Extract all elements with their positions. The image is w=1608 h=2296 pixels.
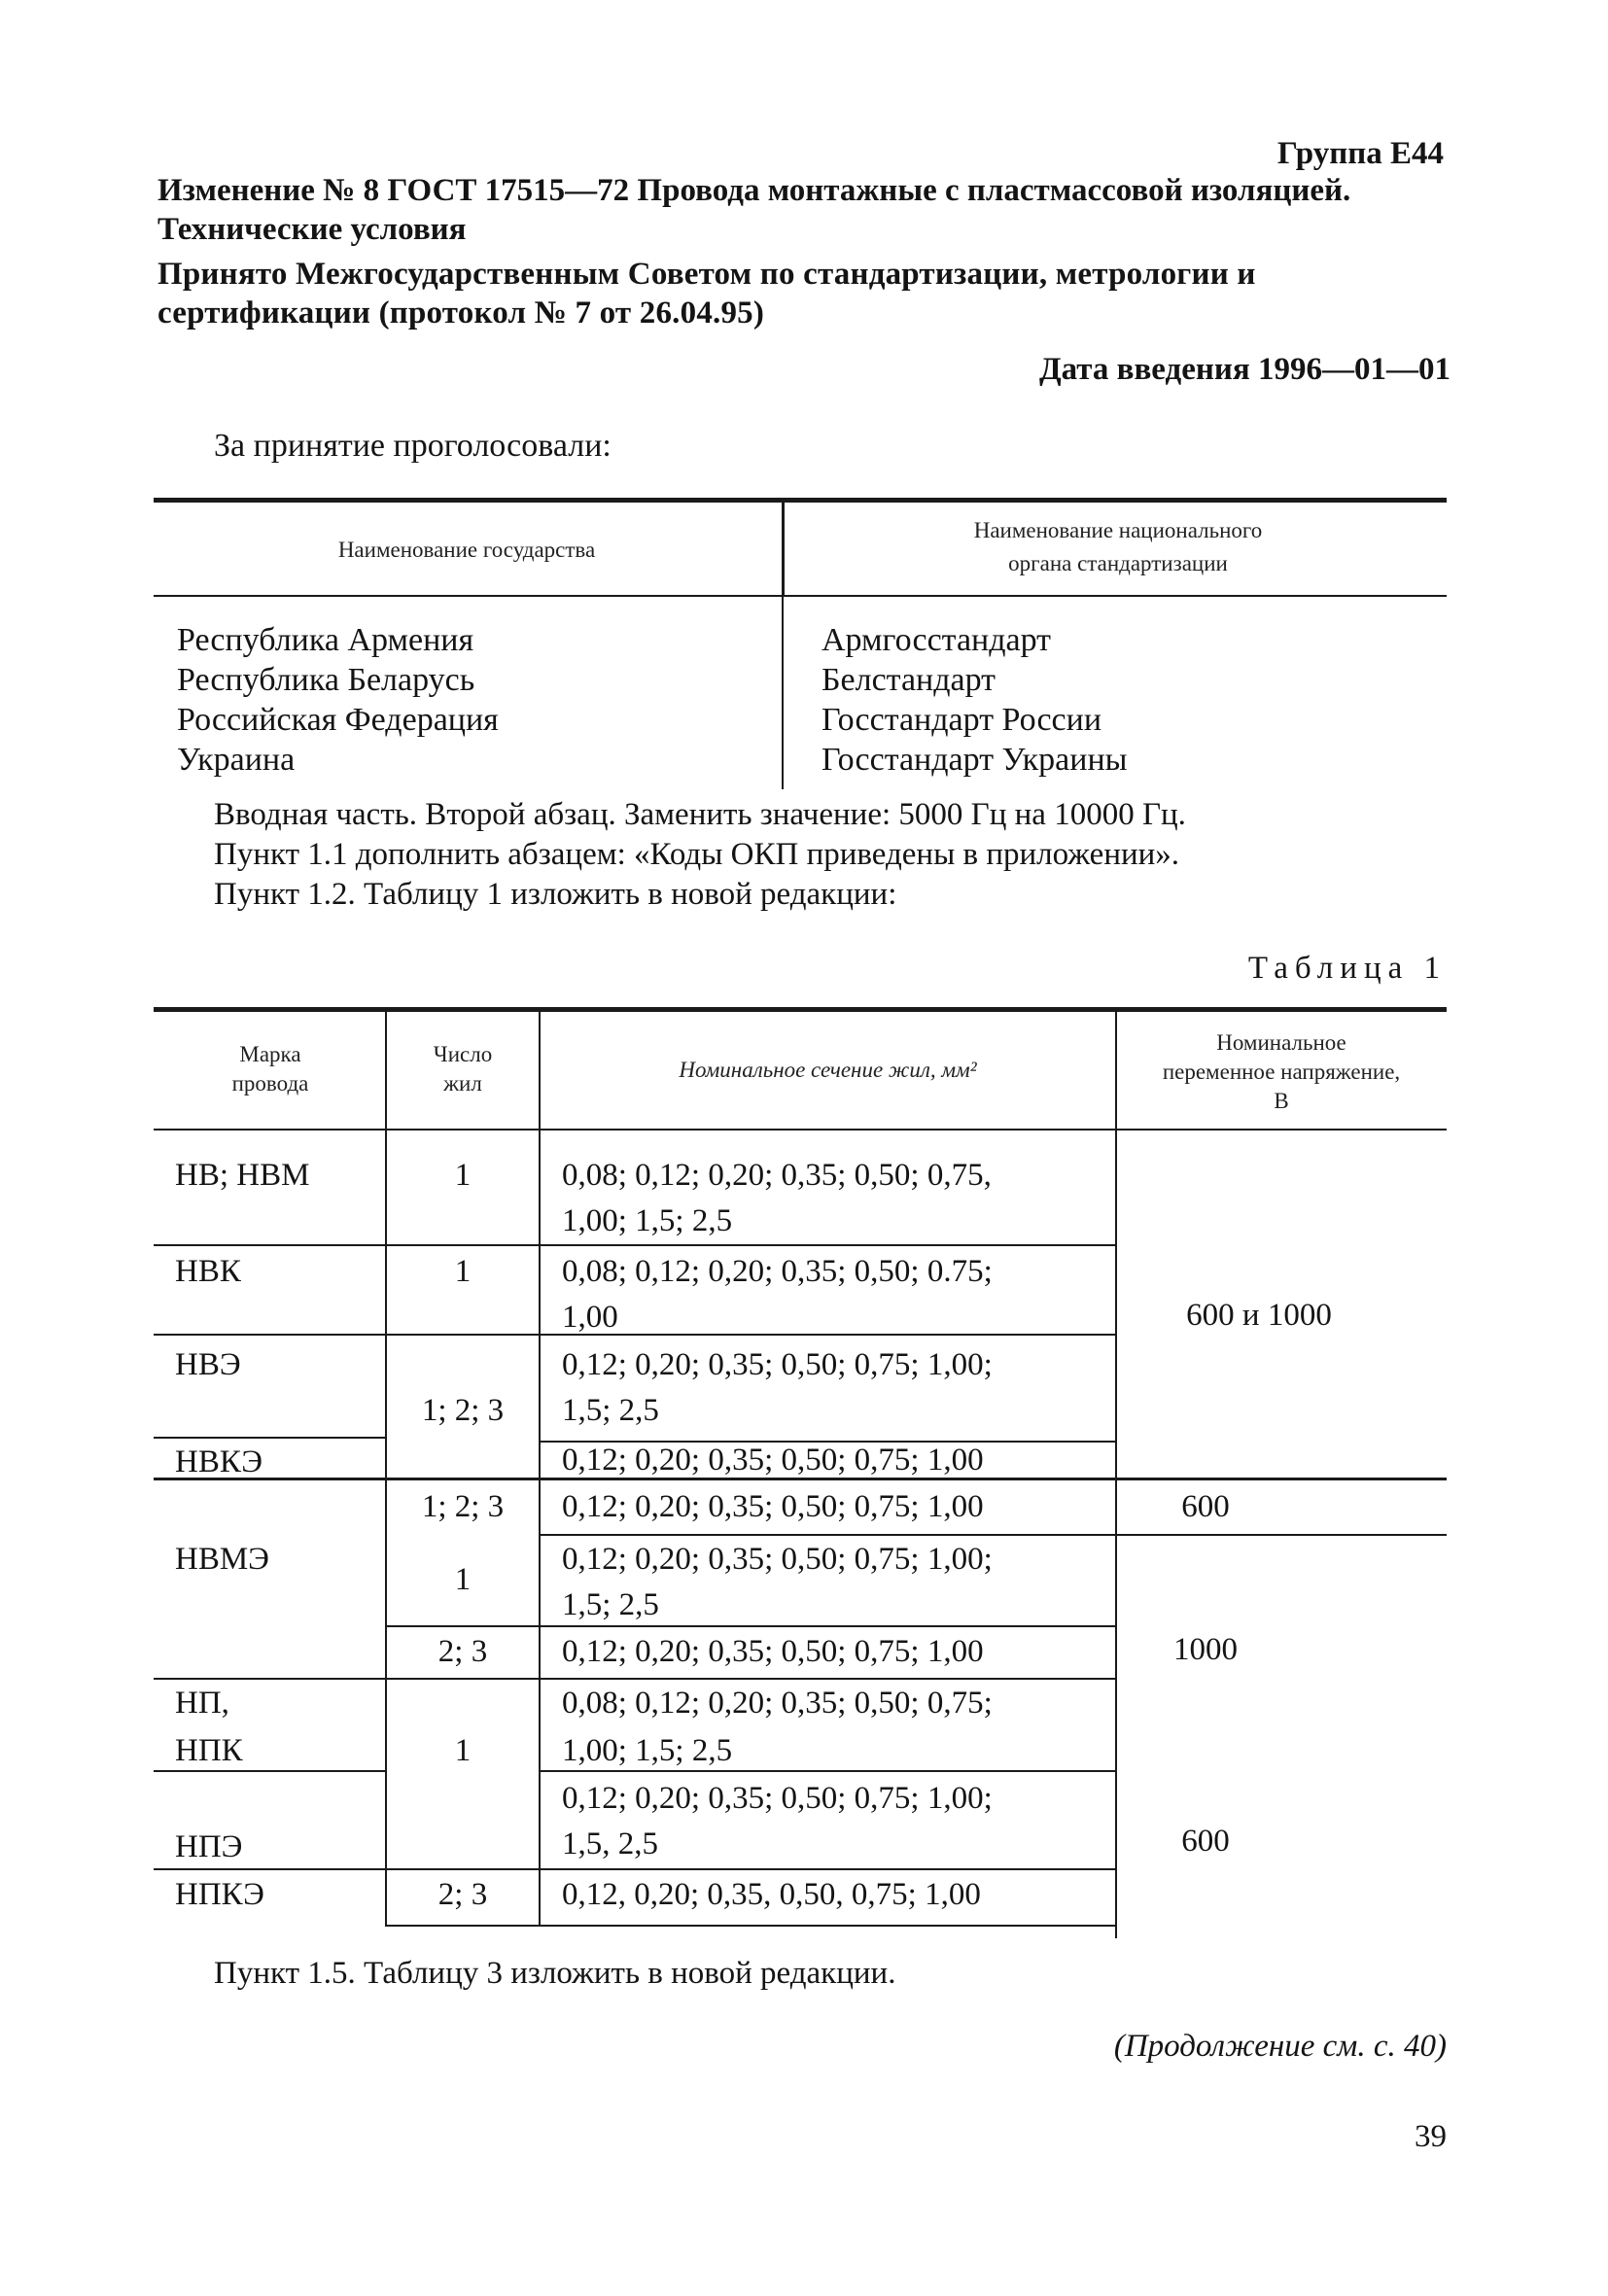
- voltage-value: 1000: [1173, 1632, 1238, 1667]
- state-name: Украина: [177, 742, 296, 778]
- votes-col-body-header-line1: Наименование национального: [973, 518, 1263, 542]
- page-number: 39: [1415, 2119, 1447, 2154]
- voted-label: За принятие проголосовали:: [214, 428, 612, 464]
- standards-body-name: Белстандарт: [821, 662, 996, 698]
- col-rule: [539, 1011, 541, 1927]
- wire-mark: НПКЭ: [175, 1877, 264, 1912]
- state-name: Республика Беларусь: [177, 662, 475, 698]
- header-cores-line1: Число: [433, 1042, 493, 1066]
- header-voltage-line2: переменное напряжение,: [1162, 1060, 1401, 1084]
- cores-count: 1: [454, 1562, 472, 1597]
- group-label: Группа Е44: [1276, 136, 1444, 171]
- header-voltage-line3: В: [1274, 1089, 1289, 1113]
- section-values: 0,12; 0,20; 0,35; 0,50; 0,75; 1,00;: [562, 1347, 993, 1382]
- section-values: 1,5; 2,5: [562, 1393, 659, 1428]
- table-header-rule: [154, 1129, 1447, 1131]
- section-values: 0,12; 0,20; 0,35; 0,50; 0,75; 1,00;: [562, 1781, 993, 1816]
- section-values: 0,12; 0,20; 0,35; 0,50; 0,75; 1,00: [562, 1443, 984, 1478]
- cores-count: 1: [454, 1158, 472, 1193]
- wire-mark: НВК: [175, 1254, 241, 1289]
- state-name: Российская Федерация: [177, 702, 499, 738]
- cores-count: 1: [454, 1254, 472, 1289]
- wire-mark: НП,: [175, 1686, 229, 1721]
- header-section: Номинальное сечение жил, мм²: [679, 1058, 977, 1082]
- header-mark-line2: провода: [231, 1071, 309, 1096]
- introduction-date: Дата введения 1996—01—01: [1038, 352, 1451, 387]
- change-title: Изменение № 8 ГОСТ 17515—72 Провода монтажные с пластмассовой изоляцией. Технические условия: [157, 173, 1351, 247]
- cores-count: 2; 3: [437, 1634, 488, 1669]
- row-rule: [387, 1625, 1116, 1627]
- cores-count: 1; 2; 3: [421, 1393, 505, 1428]
- section-values: 1,5; 2,5: [562, 1587, 659, 1622]
- cores-count: 2; 3: [437, 1877, 488, 1912]
- wire-mark: НПЭ: [175, 1829, 243, 1864]
- votes-col-body-header-line2: органа стандартизации: [1008, 551, 1228, 575]
- voltage-value: 600: [1181, 1489, 1230, 1524]
- standards-body-name: Госстандарт Украины: [821, 742, 1128, 778]
- row-rule: [387, 1925, 1116, 1927]
- table-caption: Таблица 1: [1247, 951, 1447, 986]
- votes-table-body-divider: [782, 597, 784, 789]
- votes-table-header-divider: [782, 502, 785, 595]
- col-rule: [385, 1011, 387, 1927]
- col-rule: [1115, 1011, 1117, 1938]
- table-top-rule: [154, 1007, 1447, 1012]
- wire-mark: НВКЭ: [175, 1444, 263, 1479]
- continuation-note: (Продолжение см. с. 40): [1113, 2029, 1447, 2064]
- row-rule: [154, 1868, 1116, 1870]
- voltage-value: 600 и 1000: [1186, 1298, 1332, 1333]
- section-values: 0,08; 0,12; 0,20; 0,35; 0,50; 0.75;: [562, 1254, 993, 1289]
- wire-mark: НВЭ: [175, 1347, 241, 1382]
- cores-count: 1; 2; 3: [421, 1489, 505, 1524]
- wire-mark: НПК: [175, 1733, 243, 1768]
- votes-table-top-rule: [154, 498, 1447, 503]
- standards-body-name: Армгосстандарт: [821, 622, 1052, 658]
- accepted-statement: Принято Межгосударственным Советом по стандартизации, метрологии и сертификации (протокол № 7 от 26.04.95): [157, 257, 1256, 330]
- state-name: Республика Армения: [177, 622, 474, 658]
- paragraph-clause-1-5: Пункт 1.5. Таблицу 3 изложить в новой редакции.: [214, 1956, 896, 1991]
- section-values: 1,00; 1,5; 2,5: [562, 1203, 733, 1238]
- header-mark-line1: Марка: [239, 1042, 301, 1066]
- section-values: 1,5, 2,5: [562, 1826, 658, 1861]
- section-values: 0,08; 0,12; 0,20; 0,35; 0,50; 0,75,: [562, 1158, 992, 1193]
- section-values: 1,00; 1,5; 2,5: [562, 1733, 733, 1768]
- votes-table-header-rule: [154, 595, 1447, 597]
- wire-mark: НВ; НВМ: [175, 1158, 310, 1193]
- section-values: 0,12; 0,20; 0,35; 0,50; 0,75; 1,00;: [562, 1542, 993, 1577]
- wire-mark: НВМЭ: [175, 1542, 269, 1577]
- section-values: 1,00: [562, 1300, 618, 1335]
- paragraph-clause-1-2: Пункт 1.2. Таблицу 1 изложить в новой редакции:: [214, 877, 897, 912]
- section-values: 0,12; 0,20; 0,35; 0,50; 0,75; 1,00: [562, 1634, 984, 1669]
- paragraph-clause-1-1: Пункт 1.1 дополнить абзацем: «Коды ОКП приведены в приложении».: [214, 837, 1180, 872]
- row-rule: [154, 1334, 1116, 1336]
- section-values: 0,08; 0,12; 0,20; 0,35; 0,50; 0,75;: [562, 1686, 993, 1721]
- header-cores-line2: жил: [443, 1071, 482, 1096]
- cores-count: 1: [454, 1733, 472, 1768]
- standards-body-name: Госстандарт России: [821, 702, 1102, 738]
- section-values: 0,12; 0,20; 0,35; 0,50; 0,75; 1,00: [562, 1489, 984, 1524]
- header-voltage-line1: Номинальное: [1216, 1030, 1346, 1055]
- section-values: 0,12, 0,20; 0,35, 0,50, 0,75; 1,00: [562, 1877, 981, 1912]
- paragraph-intro: Вводная часть. Второй абзац. Заменить значение: 5000 Гц на 10000 Гц.: [214, 797, 1186, 832]
- voltage-value: 600: [1181, 1824, 1230, 1859]
- votes-col-state-header: Наименование государства: [337, 538, 596, 562]
